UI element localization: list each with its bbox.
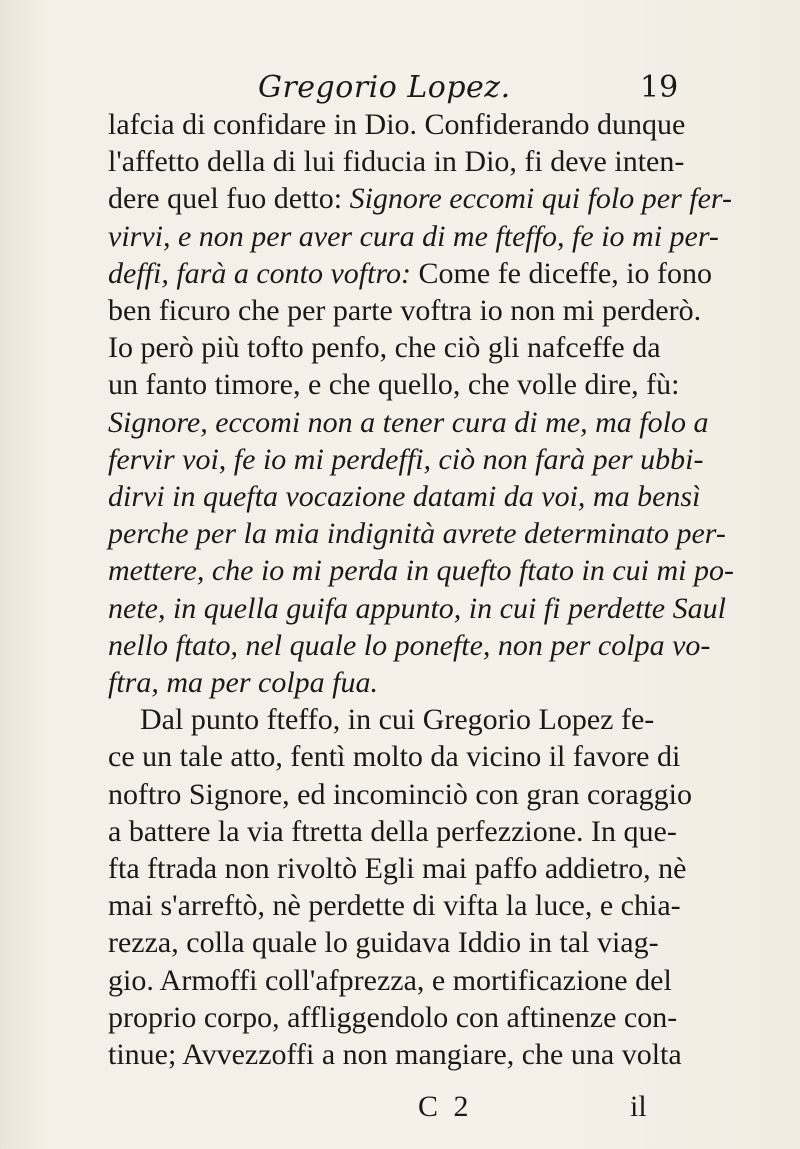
text-line: fta ftrada non rivoltò Egli mai paffo addietro, nè <box>108 852 687 886</box>
page-number: 19 <box>640 70 679 105</box>
text-line: dere quel fuo detto: Signore eccomi qui folo per fer- <box>108 182 732 216</box>
text-line: deffi, farà a conto voftro: Come fe diceffe, io fono <box>108 256 713 290</box>
text-line: proprio corpo, affliggendolo con aftinenze con- <box>108 1000 678 1034</box>
text-line: Io però più tofto penfo, che ciò gli nafceffe da <box>108 331 661 365</box>
text-line: ftra, ma per colpa fua. <box>108 666 378 700</box>
catchword: il <box>630 1090 647 1123</box>
text-line: dirvi in quefta vocazione datami da voi, ma bensì <box>108 480 701 514</box>
text-line: virvi, e non per aver cura di me fteffo, fe io mi per- <box>108 219 719 253</box>
page-header <box>0 70 800 110</box>
running-title: Gregorio Lopez. <box>258 70 511 105</box>
text-line: Dal punto fteffo, in cui Gregorio Lopez fe- <box>140 703 655 737</box>
text-line: mettere, che io mi perda in quefto ftato in cui mi po- <box>108 554 734 588</box>
text-line: l'affetto della di lui fiducia in Dio, fi deve inten- <box>108 145 685 179</box>
text-line: tinue; Avvezzoffi a non mangiare, che una volta <box>108 1038 682 1072</box>
text-line: rezza, colla quale lo guidava Iddio in tal viag- <box>108 926 659 960</box>
signature-mark: C 2 <box>418 1090 473 1123</box>
text-line: nete, in quella guifa appunto, in cui fi perdette Saul <box>108 591 726 625</box>
text-line: ben ficuro che per parte voftra io non mi perderò. <box>108 294 702 328</box>
text-line: un fanto timore, e che quello, che volle dire, fù: <box>108 368 680 402</box>
text-line: gio. Armoffi coll'afprezza, e mortificazione del <box>108 963 672 997</box>
text-line: perche per la mia indignità avrete determinato per- <box>108 517 726 551</box>
text-line: nello ftato, nel quale lo ponefte, non per colpa vo- <box>108 628 711 662</box>
text-line: mai s'arreftò, nè perdette di vifta la luce, e chia- <box>108 889 681 923</box>
text-line: Signore, eccomi non a tener cura di me, ma folo a <box>108 405 709 439</box>
body-text <box>108 106 734 1073</box>
text-line: fervir voi, fe io mi perdeffi, ciò non farà per ubbi- <box>108 442 704 476</box>
quote-text: deffi, farà a conto voftro: <box>108 256 412 290</box>
text-line: a battere la via ftretta della perfezzione. In que- <box>108 814 677 848</box>
text-line: ce un tale atto, fentì molto da vicino il favore di <box>108 740 681 774</box>
page-footer <box>0 1090 800 1130</box>
quote-text: Signore eccomi qui folo per fer- <box>349 182 732 216</box>
text-line: lafcia di confidare in Dio. Confiderando dunque <box>108 108 686 141</box>
text-line: noftro Signore, ed incominciò con gran coraggio <box>108 777 693 811</box>
